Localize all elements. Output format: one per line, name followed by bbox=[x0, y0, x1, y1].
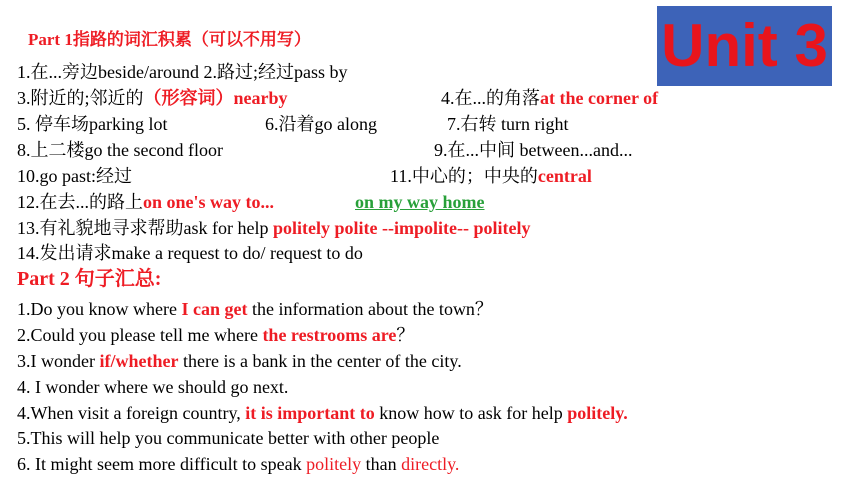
part2-heading: Part 2 句子汇总: bbox=[17, 268, 162, 290]
vocab-12-example bbox=[355, 190, 485, 214]
sentence-5 bbox=[17, 401, 628, 425]
vocab-7: 7.右转 turn right bbox=[447, 114, 569, 134]
vocab-6: 6.沿着go along bbox=[265, 114, 377, 134]
s1-highlight: I can get bbox=[181, 299, 248, 319]
s5-highlight-1: it is important to bbox=[245, 403, 375, 423]
vocab-11-highlight: central bbox=[537, 166, 592, 186]
sentence-7 bbox=[17, 452, 459, 476]
s3-c: there is a bank in the center of the city. bbox=[178, 351, 462, 371]
vocab-1-text: 1.在...旁边beside/around 2.路过;经过pass by bbox=[17, 62, 348, 82]
s1-c: the information about the town？ bbox=[247, 299, 493, 319]
s5-c: know how to ask for help bbox=[374, 403, 568, 423]
vocab-10: 10.go past:经过 bbox=[17, 166, 132, 186]
vocab-13-highlight: politely polite --impolite-- politely bbox=[272, 218, 531, 238]
s3-highlight: if/whether bbox=[99, 351, 179, 371]
sentence-6: 5.This will help you communicate better with other people bbox=[17, 428, 440, 448]
s2-c: ？ bbox=[396, 325, 415, 345]
vocab-line-2a bbox=[17, 86, 288, 110]
vocab-8: 8.上二楼go the second floor bbox=[17, 140, 223, 160]
vocab-4-text: 4.在...的角落 bbox=[441, 88, 540, 108]
vocab-12-highlight: on one's way to... bbox=[143, 192, 275, 212]
vocab-14: 14.发出请求make a request to do/ request to do bbox=[17, 243, 363, 263]
sentence-4: 4. I wonder where we should go next. bbox=[17, 377, 289, 397]
s5-a: 4.When visit a foreign country, bbox=[17, 403, 246, 423]
vocab-line-12 bbox=[17, 190, 274, 214]
s7-highlight-1: politely bbox=[306, 454, 362, 474]
sentence-3 bbox=[17, 349, 462, 373]
vocab-5: 5. 停车场parking lot bbox=[17, 114, 168, 134]
vocab-3-highlight: （形容词）nearby bbox=[143, 88, 288, 108]
s2-highlight: the restrooms are bbox=[262, 325, 397, 345]
s2-a: 2.Could you please tell me where bbox=[17, 325, 263, 345]
s7-a: 6. It might seem more difficult to speak bbox=[17, 454, 307, 474]
vocab-4-highlight: at the corner of bbox=[540, 88, 659, 108]
vocab-12-text: 12.在去...的路上 bbox=[17, 192, 143, 212]
vocab-line-1 bbox=[17, 60, 347, 84]
green-phrase: on my way home bbox=[355, 192, 485, 212]
s1-a: 1.Do you know where bbox=[17, 299, 182, 319]
vocab-13-text: 13.有礼貌地寻求帮助ask for help bbox=[17, 218, 273, 238]
vocab-9: 9.在...中间 between...and... bbox=[434, 140, 633, 160]
s3-a: 3.I wonder bbox=[17, 351, 100, 371]
vocab-3-text: 3.附近的;邻近的 bbox=[17, 88, 144, 108]
s7-highlight-2: directly. bbox=[401, 454, 460, 474]
s7-c: than bbox=[361, 454, 402, 474]
vocab-line-2b bbox=[441, 86, 658, 110]
s5-highlight-2: politely. bbox=[567, 403, 628, 423]
vocab-11-text: 11.中心的；中央的 bbox=[390, 166, 538, 186]
sentence-1 bbox=[17, 297, 493, 321]
sentence-2 bbox=[17, 323, 414, 347]
unit-badge-text: Unit 3 bbox=[661, 12, 828, 79]
unit-badge bbox=[657, 6, 832, 86]
vocab-line-13 bbox=[17, 216, 530, 240]
part1-heading: Part 1指路的词汇积累（可以不用写） bbox=[28, 30, 311, 49]
vocab-line-11 bbox=[390, 164, 592, 188]
